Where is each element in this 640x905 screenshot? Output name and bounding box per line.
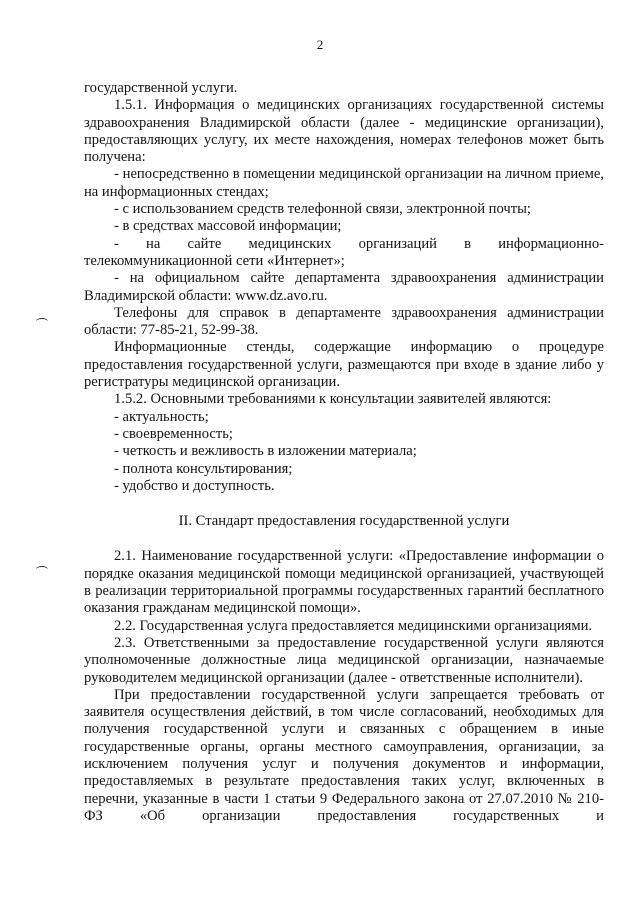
margin-mark: [36, 566, 48, 573]
paragraph-1-5-2: 1.5.2. Основными требованиями к консультации заявителей являются:: [114, 391, 552, 408]
list-item: - в средствах массовой информации;: [114, 218, 342, 235]
requirement-item: - актуальность;: [114, 408, 209, 425]
requirement-item: - своевременность;: [114, 425, 233, 442]
requirement-item: - удобство и доступность.: [114, 477, 275, 494]
page-number: 2: [316, 37, 324, 52]
paragraph-stands: Информационные стенды, содержащие информацию о процедуре предоставления государственной услуги, размещаются при входе в здание либо у регистратуры медицинской организации.: [84, 339, 604, 391]
list-item: - непосредственно в помещении медицинской организации на личном приеме, на информационных стендах;: [84, 166, 604, 200]
section-heading: II. Стандарт предоставления государственной услуги: [178, 513, 510, 530]
paragraph-2-2: 2.2. Государственная услуга предоставляется медицинскими организациями.: [114, 617, 593, 634]
paragraph-prohibition: При предоставлении государственной услуги запрещается требовать от заявителя осуществления действий, в том числе согласований, необходимых для получения государственной услуги и связанных с обращением в иные государственные органы, органы местного самоуправления, организации, за исключением получения услуг и получения документов и информации, предоставляемых в результате предоставления таких услуг, включенных в перечни, указанные в части 1 статьи 9 Федерального закона от 27.07.2010 № 210-ФЗ «Об организации предоставления государственных и: [84, 686, 604, 824]
list-item: - с использованием средств телефонной связи, электронной почты;: [114, 201, 531, 218]
document-body: [84, 80, 604, 825]
paragraph-2-3: 2.3. Ответственными за предоставление государственной услуги являются уполномоченные должностные лица медицинской организации, назначаемые руководителем медицинской организации (далее - ответственные исполнители).: [84, 634, 604, 686]
list-item: - на официальном сайте департамента здравоохранения администрации Владимирской области: www.dz.avo.ru.: [84, 270, 604, 304]
paragraph-phones: Телефоны для справок в департаменте здравоохранения администрации области: 77-85-21, 52-99-38.: [84, 304, 604, 339]
requirement-item: - четкость и вежливость в изложении материала;: [114, 443, 417, 460]
paragraph-1-5-1: 1.5.1. Информация о медицинских организациях государственной системы здравоохранения Владимирской области (далее - медицинские организации), предоставляющих услугу, их месте нахождения, номерах телефонов может быть получена:: [84, 97, 604, 166]
requirement-item: - полнота консультирования;: [114, 460, 293, 477]
paragraph-2-1: 2.1. Наименование государственной услуги: «Предоставление информации о порядке оказания медицинской помощи медицинской организацией, участвующей в реализации территориальной программы государственных гарантий бесплатного оказания гражданам медицинской помощи».: [84, 548, 604, 617]
margin-mark: [36, 318, 48, 325]
list-item: - на сайте медицинских организаций в информационно-телекоммуникационной сети «Интернет»;: [84, 235, 604, 269]
paragraph: государственной услуги.: [84, 80, 238, 96]
